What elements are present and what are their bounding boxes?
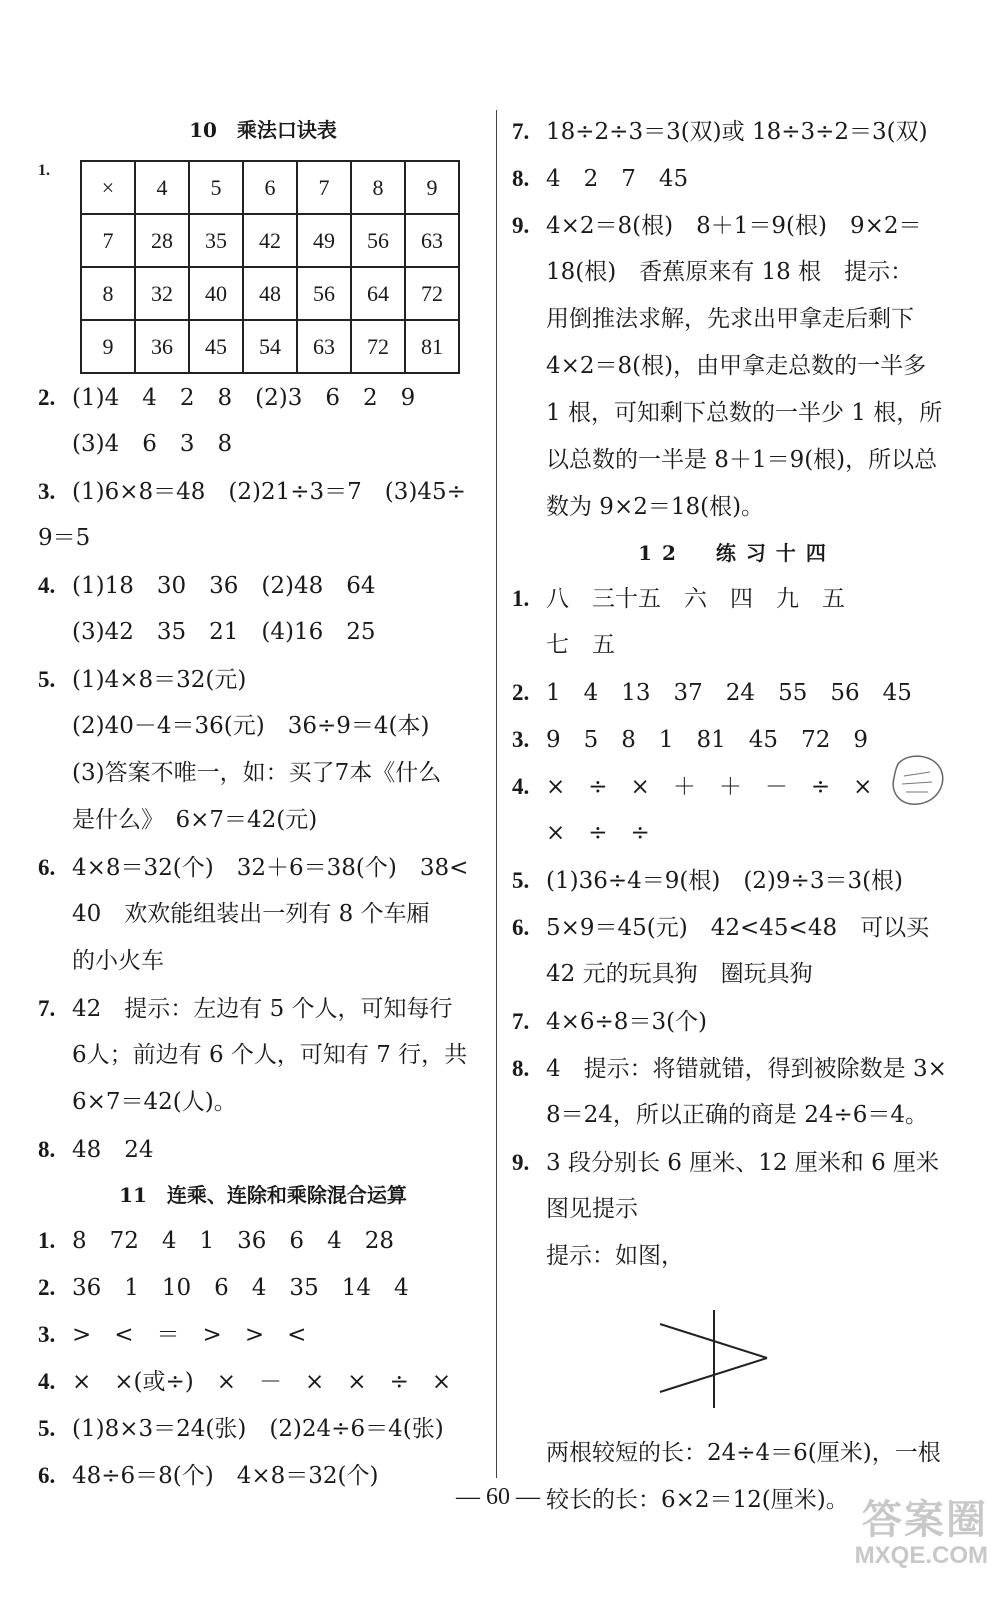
question-number: 5. bbox=[512, 868, 530, 893]
question-number: 8. bbox=[38, 1137, 56, 1162]
table-cell: 8 bbox=[351, 161, 405, 214]
answer-text: 42 提示：左边有 5 个人，可知每行 bbox=[72, 996, 453, 1022]
right-column bbox=[512, 108, 962, 1524]
table-row bbox=[81, 161, 459, 214]
answer-text: (3)4 6 3 8 bbox=[72, 431, 233, 457]
answer-text: (3)答案不唯一，如：买了7本《什么 bbox=[72, 760, 442, 786]
answer-text: 9 5 8 1 81 45 72 9 bbox=[546, 727, 868, 753]
multiplication-table bbox=[80, 160, 460, 374]
answer-text: 4 2 7 45 bbox=[546, 166, 689, 192]
answer-line bbox=[38, 891, 488, 938]
answer-text: 8＝24，所以正确的商是 24÷6＝4。 bbox=[546, 1102, 929, 1128]
answer-line bbox=[512, 296, 962, 343]
table-cell: 63 bbox=[405, 214, 459, 267]
table-cell: 7 bbox=[297, 161, 351, 214]
answer-text: 4×2＝8(根) 8＋1＝9(根) 9×2＝ bbox=[546, 213, 922, 239]
stick-diagram bbox=[642, 1310, 772, 1410]
question-number: 3. bbox=[512, 727, 530, 752]
question-number: 9. bbox=[512, 1150, 530, 1175]
answer-text: 6人；前边有 6 个人，可知有 7 行，共 bbox=[72, 1042, 468, 1068]
answer-line bbox=[512, 1430, 962, 1477]
answer-text: × ×(或÷) × － × × ÷ × bbox=[72, 1369, 452, 1395]
answer-line bbox=[38, 1079, 488, 1126]
answer-line bbox=[512, 249, 962, 296]
answer-text: 36 1 10 6 4 35 14 4 bbox=[72, 1275, 409, 1301]
answer-text: 5×9＝45(元) 42<45<48 可以买 bbox=[546, 915, 930, 941]
answer-line bbox=[512, 622, 962, 669]
question-number: 4. bbox=[512, 774, 530, 799]
question-number: 3. bbox=[38, 1322, 56, 1347]
table-cell: 56 bbox=[297, 267, 351, 320]
column-divider bbox=[496, 110, 497, 1478]
answer-text: (1)18 30 36 (2)48 64 bbox=[72, 573, 376, 599]
table-cell: 9 bbox=[405, 161, 459, 214]
table-cell: 48 bbox=[243, 267, 297, 320]
answer-line bbox=[512, 1045, 962, 1092]
question-number: 7. bbox=[38, 996, 56, 1021]
answer-line bbox=[512, 343, 962, 390]
question-number: 8. bbox=[512, 166, 530, 191]
section-10-title: 10 乘法口诀表 bbox=[189, 118, 337, 142]
answer-line bbox=[38, 1311, 488, 1358]
watermark-logo-text: 答案圈 bbox=[862, 1496, 988, 1543]
question-number: 5. bbox=[38, 667, 56, 692]
section-10-answers bbox=[38, 374, 488, 1173]
answer-text: 八 三十五 六 四 九 五 bbox=[546, 586, 845, 612]
answer-text: 用倒推法求解，先求出甲拿走后剩下 bbox=[546, 306, 914, 332]
answer-text: (3)42 35 21 (4)16 25 bbox=[72, 619, 376, 645]
question-number: 4. bbox=[38, 1369, 56, 1394]
answer-line bbox=[512, 998, 962, 1045]
answer-text: 9＝5 bbox=[38, 525, 91, 551]
answer-text: 1 根，可知剩下总数的一半少 1 根，所 bbox=[546, 400, 943, 426]
answer-line bbox=[512, 202, 962, 249]
question-number: 5. bbox=[38, 1416, 56, 1441]
answer-text: 18(根) 香蕉原来有 18 根 提示： bbox=[546, 259, 914, 285]
hint-figure bbox=[512, 1280, 962, 1430]
answer-line bbox=[38, 750, 488, 797]
watermark-url: MXQE.COM bbox=[854, 1542, 988, 1569]
answer-line bbox=[512, 575, 962, 622]
answer-text: 1 4 13 37 24 55 56 45 bbox=[546, 680, 912, 706]
answer-text: 两根较短的长：24÷4＝6(厘米)，一根 bbox=[546, 1440, 941, 1466]
answer-text: 42 元的玩具狗 圈玩具狗 bbox=[546, 961, 813, 987]
answer-line bbox=[512, 810, 962, 857]
table-cell: 32 bbox=[135, 267, 189, 320]
answer-line bbox=[38, 844, 488, 891]
answer-text: (1)6×8＝48 (2)21÷3＝7 (3)45÷ bbox=[72, 479, 466, 505]
answer-text: 较长的长：6×2＝12(厘米)。 bbox=[546, 1487, 849, 1513]
answer-text: 3 段分别长 6 厘米、12 厘米和 6 厘米 bbox=[546, 1150, 940, 1176]
answer-text: (1)4×8＝32(元) bbox=[72, 667, 247, 693]
answer-line bbox=[512, 484, 962, 531]
answer-text: 40 欢欢能组装出一列有 8 个车厢 bbox=[72, 901, 430, 927]
answer-line bbox=[38, 1032, 488, 1079]
table-cell: 40 bbox=[189, 267, 243, 320]
table-cell: 5 bbox=[189, 161, 243, 214]
question-number: 2. bbox=[38, 385, 56, 410]
section-11-answers bbox=[38, 1217, 488, 1499]
answer-text: 数为 9×2＝18(根)。 bbox=[546, 494, 765, 520]
table-cell: 56 bbox=[351, 214, 405, 267]
answer-text: (1)4 4 2 8 (2)3 6 2 9 bbox=[72, 385, 416, 411]
table-cell: 9 bbox=[81, 320, 135, 373]
answer-line bbox=[512, 951, 962, 998]
answer-line bbox=[38, 985, 488, 1032]
answer-line bbox=[38, 1358, 488, 1405]
table-cell: 49 bbox=[297, 214, 351, 267]
table-cell: 45 bbox=[189, 320, 243, 373]
answer-text: 4×6÷8＝3(个) bbox=[546, 1009, 708, 1035]
answer-text: 4×2＝8(根)，由甲拿走总数的一半多 bbox=[546, 353, 927, 379]
answer-text: 的小火车 bbox=[72, 948, 164, 974]
section-12-answers bbox=[512, 575, 962, 1280]
answer-line bbox=[512, 669, 962, 716]
question-number: 6. bbox=[38, 1463, 56, 1488]
answer-line bbox=[512, 1186, 962, 1233]
answer-text: 8 72 4 1 36 6 4 28 bbox=[72, 1228, 394, 1254]
table-cell: 54 bbox=[243, 320, 297, 373]
question-number: 8. bbox=[512, 1056, 530, 1081]
answer-text: > < ＝ > > < bbox=[72, 1322, 307, 1348]
answer-line bbox=[512, 437, 962, 484]
table-row bbox=[81, 214, 459, 267]
answer-text: (2)40－4＝36(元) 36÷9＝4(本) bbox=[72, 713, 430, 739]
answer-line bbox=[512, 155, 962, 202]
table-cell: 6 bbox=[243, 161, 297, 214]
answer-line bbox=[38, 609, 488, 656]
answer-line bbox=[512, 1092, 962, 1139]
answer-line bbox=[512, 1233, 962, 1280]
answer-line bbox=[38, 1405, 488, 1452]
table-cell: 7 bbox=[81, 214, 135, 267]
table-cell: 81 bbox=[405, 320, 459, 373]
answer-text: (1)8×3＝24(张) (2)24÷6＝4(张) bbox=[72, 1416, 444, 1442]
stamp-mark bbox=[888, 752, 948, 808]
table-cell: 8 bbox=[81, 267, 135, 320]
question-number: 2. bbox=[512, 680, 530, 705]
table-cell: 4 bbox=[135, 161, 189, 214]
answer-text: (1)36÷4＝9(根) (2)9÷3＝3(根) bbox=[546, 868, 904, 894]
section-12-title: 12 练习十四 bbox=[638, 541, 836, 565]
answer-text: 提示：如图， bbox=[546, 1243, 684, 1269]
table-cell: 36 bbox=[135, 320, 189, 373]
answer-text: 是什么》 6×7＝42(元) bbox=[72, 807, 318, 833]
answer-line bbox=[38, 656, 488, 703]
answer-line bbox=[512, 390, 962, 437]
answer-text: 4 提示：将错就错，得到被除数是 3× bbox=[546, 1056, 947, 1082]
answer-text: 48 24 bbox=[72, 1137, 154, 1163]
left-column bbox=[38, 108, 488, 1499]
answer-line bbox=[38, 1264, 488, 1311]
answer-text: × ÷ ÷ bbox=[546, 820, 650, 846]
table-cell: 72 bbox=[351, 320, 405, 373]
answer-text: 48÷6＝8(个) 4×8＝32(个) bbox=[72, 1463, 379, 1489]
answer-line bbox=[38, 938, 488, 985]
watermark bbox=[798, 1498, 988, 1570]
section-11-title: 11 连乘、连除和乘除混合运算 bbox=[119, 1183, 407, 1207]
answer-line bbox=[512, 904, 962, 951]
table-cell: 63 bbox=[297, 320, 351, 373]
section-11-answers-continued bbox=[512, 108, 962, 531]
answer-text: 4×8＝32(个) 32＋6＝38(个) 38< bbox=[72, 855, 469, 881]
answer-text: 七 五 bbox=[546, 632, 615, 658]
table-cell: 42 bbox=[243, 214, 297, 267]
answer-line bbox=[38, 703, 488, 750]
answer-line bbox=[38, 1126, 488, 1173]
table-cell: × bbox=[81, 161, 135, 214]
question-number: 7. bbox=[512, 1009, 530, 1034]
table-row bbox=[81, 320, 459, 373]
table-cell: 28 bbox=[135, 214, 189, 267]
table-cell: 72 bbox=[405, 267, 459, 320]
question-number: 3. bbox=[38, 479, 56, 504]
page-number: — 60 — bbox=[456, 1484, 540, 1510]
answer-text: 18÷2÷3＝3(双)或 18÷3÷2＝3(双) bbox=[546, 119, 928, 145]
table-cell: 35 bbox=[189, 214, 243, 267]
answer-line bbox=[512, 1139, 962, 1186]
q1-label: 1. bbox=[38, 162, 50, 179]
question-number: 6. bbox=[512, 915, 530, 940]
answer-line bbox=[38, 562, 488, 609]
table-cell: 64 bbox=[351, 267, 405, 320]
answer-line bbox=[512, 108, 962, 155]
question-number: 6. bbox=[38, 855, 56, 880]
answer-text: × ÷ × ＋ ＋ － ÷ × bbox=[546, 774, 873, 800]
answer-text: 以总数的一半是 8＋1＝9(根)，所以总 bbox=[546, 447, 938, 473]
question-number: 1. bbox=[38, 1228, 56, 1253]
answer-line bbox=[38, 797, 488, 844]
question-number: 4. bbox=[38, 573, 56, 598]
answer-line bbox=[38, 1217, 488, 1264]
answer-text: 6×7＝42(人)。 bbox=[72, 1089, 237, 1115]
answer-line bbox=[512, 857, 962, 904]
question-number: 9. bbox=[512, 213, 530, 238]
q1-block bbox=[38, 152, 488, 374]
answer-text: 图见提示 bbox=[546, 1196, 638, 1222]
answer-line bbox=[38, 421, 488, 468]
answer-line bbox=[38, 468, 488, 515]
answer-line bbox=[38, 374, 488, 421]
question-number: 2. bbox=[38, 1275, 56, 1300]
answer-line bbox=[38, 515, 488, 562]
table-row bbox=[81, 267, 459, 320]
question-number: 1. bbox=[512, 586, 530, 611]
question-number: 7. bbox=[512, 119, 530, 144]
